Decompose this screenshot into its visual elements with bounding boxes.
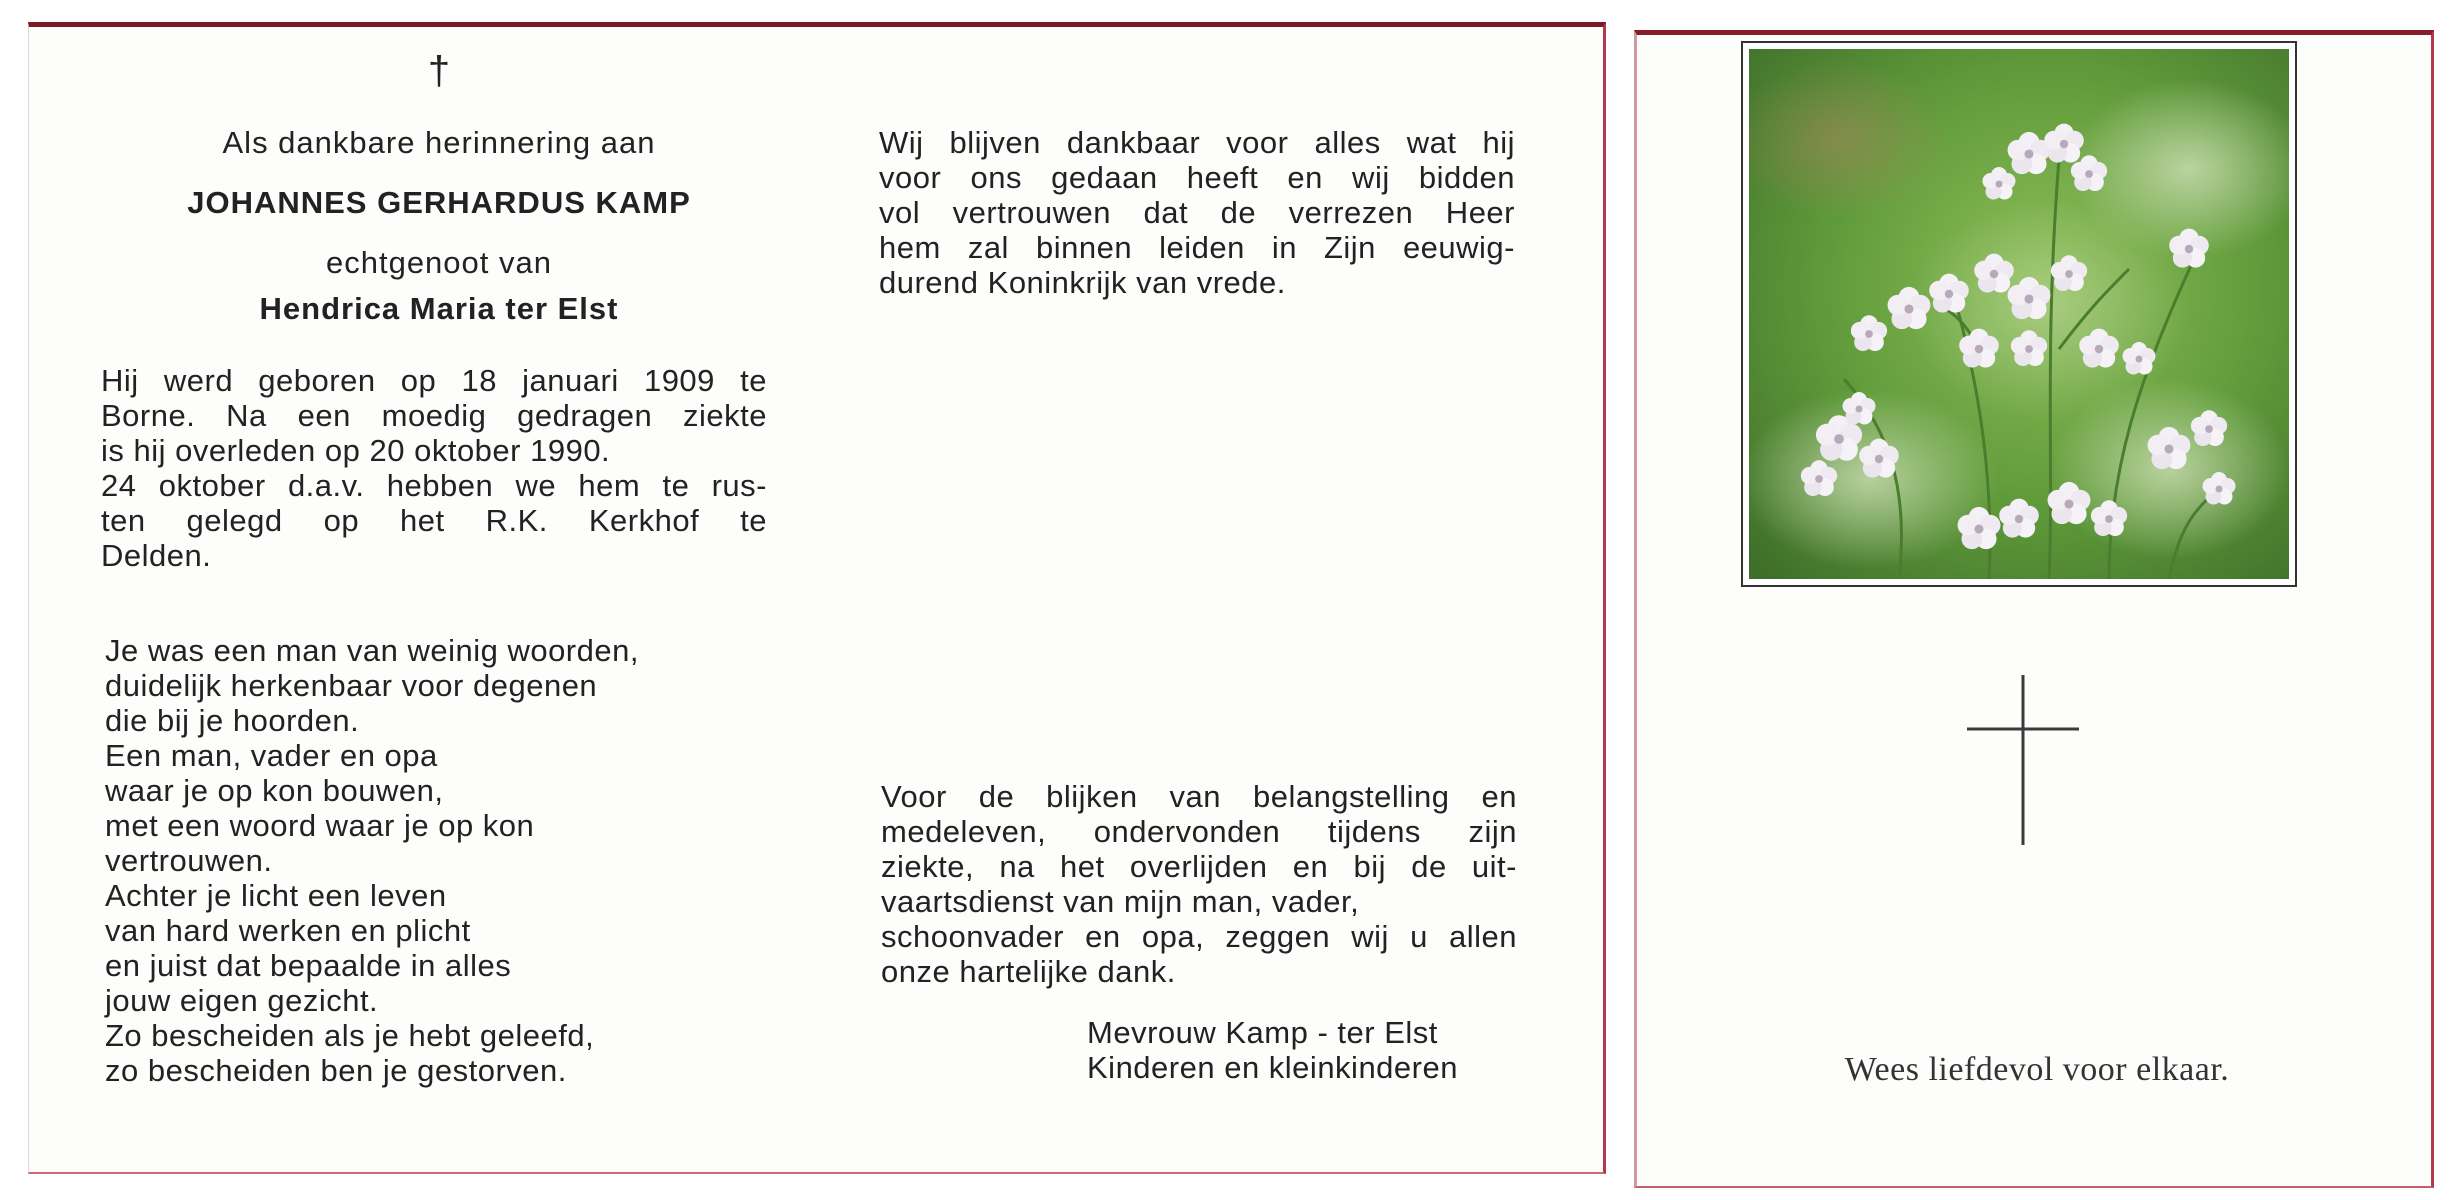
poem-line: Je was een man van weinig woorden, <box>105 633 639 668</box>
bio-line: Delden. <box>101 538 212 573</box>
spouse-name: Hendrica Maria ter Elst <box>259 291 619 326</box>
poem-line: Achter je licht een leven <box>105 878 447 913</box>
gratitude-paragraph <box>879 125 1515 300</box>
spouse-intro: echtgenoot van <box>325 245 552 280</box>
gratitude-line: durend Koninkrijk van vrede. <box>879 265 1286 300</box>
poem <box>105 633 765 1088</box>
gratitude-line: vol vertrouwen dat de verrezen Heer <box>879 195 1515 230</box>
thanks-line: ziekte, na het overlijden en bij de uit- <box>881 849 1517 884</box>
poem-line: waar je op kon bouwen, <box>105 773 444 808</box>
poem-line: van hard werken en plicht <box>105 913 471 948</box>
poem-line: zo bescheiden ben je gestorven. <box>105 1053 567 1088</box>
thanks-line: Voor de blijken van belangstelling en <box>881 779 1517 814</box>
small-cross-icon: † <box>427 49 451 93</box>
memorial-card-inside <box>28 22 1606 1174</box>
thanks-line: schoonvader en opa, zeggen wij u allen <box>881 919 1517 954</box>
thanks-line: vaartsdienst van mijn man, vader, <box>881 884 1360 919</box>
deceased-name: JOHANNES GERHARDUS KAMP <box>187 185 691 220</box>
intro-text: Als dankbare herinnering aan <box>222 125 656 160</box>
bio-line: 24 oktober d.a.v. hebben we hem te rus- <box>101 468 767 503</box>
photo-frame <box>1741 41 2297 587</box>
motto-text: Wees liefdevol voor elkaar. <box>1844 1051 2230 1088</box>
bio-line: ten gelegd op het R.K. Kerkhof te <box>101 503 767 538</box>
bio-line: Borne. Na een moedig gedragen ziekte <box>101 398 767 433</box>
bio-line: Hij werd geboren op 18 januari 1909 te <box>101 363 767 398</box>
thanks-line: medeleven, ondervonden tijdens zijn <box>881 814 1517 849</box>
poem-line: Zo bescheiden als je hebt geleefd, <box>105 1018 595 1053</box>
cross-icon <box>1967 675 2079 845</box>
poem-line: vertrouwen. <box>105 843 273 878</box>
gratitude-line: hem zal binnen leiden in Zijn eeuwig- <box>879 230 1515 265</box>
poem-line: en juist dat bepaalde in alles <box>105 948 512 983</box>
thanks-line: onze hartelijke dank. <box>881 954 1176 989</box>
bio-line: is hij overleden op 20 oktober 1990. <box>101 433 611 468</box>
poem-line: duidelijk herkenbaar voor degenen <box>105 668 598 703</box>
poem-line: die bij je hoorden. <box>105 703 360 738</box>
memorial-card-cover <box>1634 30 2434 1188</box>
white-flowers-photo <box>1749 49 2289 579</box>
gratitude-line: Wij blijven dankbaar voor alles wat hij <box>879 125 1515 160</box>
biography-paragraph <box>101 363 767 573</box>
signature-line: Mevrouw Kamp - ter Elst <box>1087 1015 1438 1050</box>
poem-line: jouw eigen gezicht. <box>105 983 379 1018</box>
signature-block <box>1087 1015 1587 1085</box>
signature-line: Kinderen en kleinkinderen <box>1087 1050 1458 1085</box>
poem-line: met een woord waar je op kon <box>105 808 535 843</box>
thanks-paragraph <box>881 779 1517 989</box>
gratitude-line: voor ons gedaan heeft en wij bidden <box>879 160 1515 195</box>
poem-line: Een man, vader en opa <box>105 738 438 773</box>
